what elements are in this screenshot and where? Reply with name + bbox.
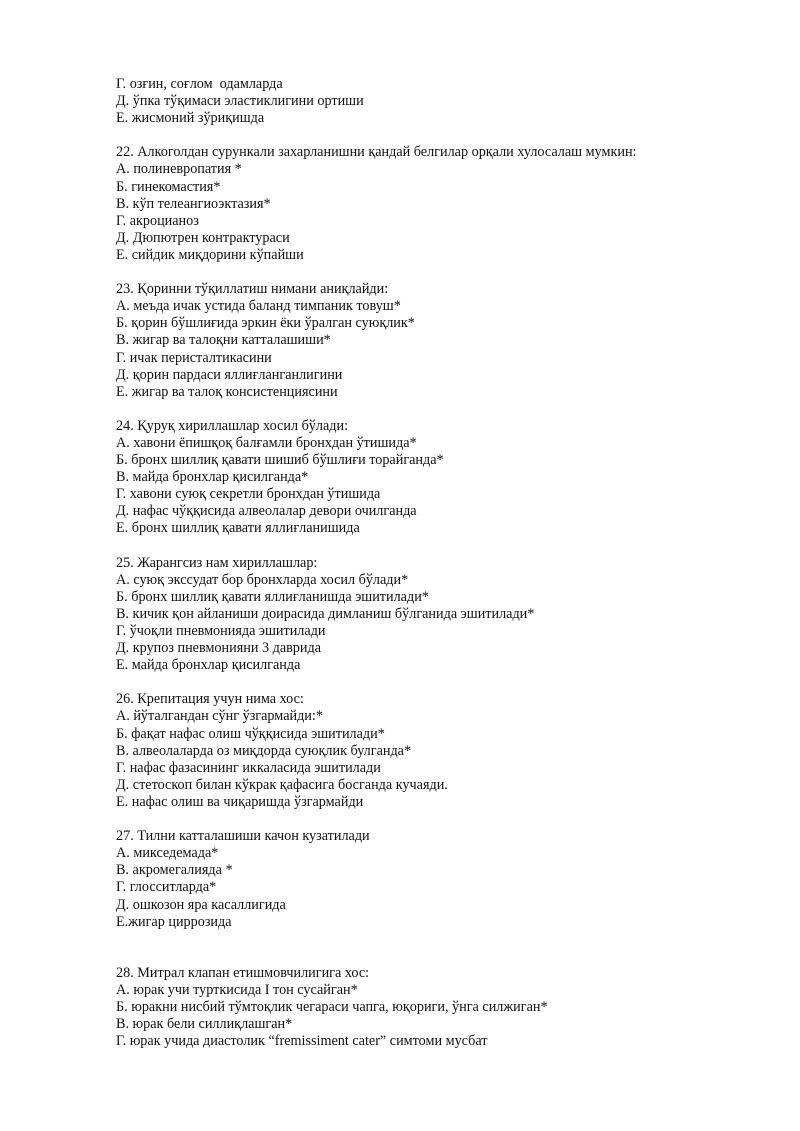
- option: Б. фақат нафас олиш чўққисида эшитилади*: [116, 725, 385, 742]
- question-stem: 22. Алкоголдан сурункали захарланишни қандай белгилар орқали хулосалаш мумкин:: [116, 144, 637, 161]
- option: Г. ўчоқли пневмонияда эшитилади: [116, 623, 326, 639]
- option: Е. майда бронхлар қисилганда: [116, 657, 301, 674]
- option: Д. ошкозон яра касаллигида: [116, 896, 286, 913]
- option: Г. ичак перисталтикасини: [116, 349, 272, 366]
- option: Г. юрак учида диастолик “fremissiment cater” симтоми мусбат: [116, 1033, 488, 1050]
- option: В. майда бронхлар қисилганда*: [116, 469, 309, 486]
- lead-options: [116, 76, 776, 127]
- option: Д. ўпка тўқимаси эластиклигини ортиши: [116, 93, 364, 110]
- option: А. юрак учи турткисида I тон сусайган*: [116, 981, 358, 998]
- question-stem: 24. Қуруқ хириллашлар хосил бўлади:: [116, 417, 349, 434]
- question-25: [116, 555, 776, 675]
- option: Д. крупоз пневмонияни 3 даврида: [116, 640, 322, 657]
- option: В. кичик қон айланиши доирасида димланиш бўлганида эшитилади*: [116, 605, 535, 622]
- document-page: [116, 76, 776, 1050]
- option: Е. нафас олиш ва чиқаришда ўзгармайди: [116, 793, 364, 810]
- option: В. акромегалияда *: [116, 862, 233, 879]
- option: А. суюқ экссудат бор бронхларда хосил бўлади*: [116, 571, 409, 588]
- question-28: [116, 965, 776, 1050]
- option: А. хавони ёпишқоқ балғамли бронхдан ўтишида*: [116, 434, 417, 451]
- option: Г. глосситларда*: [116, 879, 217, 896]
- option: В. кўп телеангиоэктазия*: [116, 195, 271, 212]
- option: Б. бронх шиллиқ қавати яллиғланишда эшитилади*: [116, 588, 429, 605]
- option: Г. акроцианоз: [116, 212, 199, 229]
- option: Е. бронх шиллиқ қавати яллиғланишида: [116, 520, 360, 537]
- option: Г. нафас фазасининг иккаласида эшитилади: [116, 759, 381, 776]
- question-stem: 23. Қоринни тўқиллатиш нимани аниқлайди:: [116, 281, 389, 298]
- question-stem: 28. Митрал клапан етишмовчилигига хос:: [116, 964, 370, 981]
- option: Д. нафас чўққисида алвеолалар девори очилганда: [116, 503, 417, 520]
- option: А. йўталгандан сўнг ўзгармайди:*: [116, 708, 323, 725]
- option: Б. қорин бўшлиғида эркин ёки ўралган суюқлик*: [116, 315, 415, 332]
- option: Б. бронх шиллиқ қавати шишиб бўшлиғи торайганда*: [116, 452, 444, 469]
- option: А. микседемада*: [116, 845, 219, 862]
- option: Е. жисмоний зўриқишда: [116, 110, 265, 127]
- question-27: [116, 828, 776, 931]
- option: Е. сийдик миқдорини кўпайши: [116, 246, 304, 263]
- option: Д. қорин пардаси яллиғланганлигини: [116, 366, 343, 383]
- option: Е. жигар ва талоқ консистенциясини: [116, 383, 338, 400]
- question-stem: 25. Жарангсиз нам хириллашлар:: [116, 554, 318, 571]
- question-26: [116, 691, 776, 811]
- option: В. жигар ва талоқни катталашиши*: [116, 332, 331, 349]
- question-24: [116, 418, 776, 538]
- option: Д. стетоскоп билан кўкрак қафасига босганда кучаяди.: [116, 776, 448, 793]
- option: В. алвеолаларда оз миқдорда суюқлик булганда*: [116, 742, 412, 759]
- question-22: [116, 144, 776, 264]
- question-stem: 27. Тилни катталашиши качон кузатилади: [116, 828, 370, 845]
- option: А. меъда ичак устида баланд тимпаник товуш*: [116, 298, 401, 315]
- question-23: [116, 281, 776, 401]
- option: Г. озғин, соғлом одамларда: [116, 76, 283, 92]
- question-stem: 26. Крепитация учун нима хос:: [116, 691, 304, 708]
- option: Б. гинекомастия*: [116, 178, 221, 195]
- option: В. юрак бели силлиқлашган*: [116, 1016, 293, 1033]
- option: Е.жигар циррозида: [116, 913, 232, 930]
- option: Б. юракни нисбий тўмтоқлик чегараси чапга, юқориги, ўнга силжиган*: [116, 999, 548, 1016]
- option: А. полиневропатия *: [116, 161, 242, 178]
- option: Г. хавони суюқ секретли бронхдан ўтишида: [116, 486, 381, 503]
- option: Д. Дюпютрен контрактураси: [116, 229, 290, 246]
